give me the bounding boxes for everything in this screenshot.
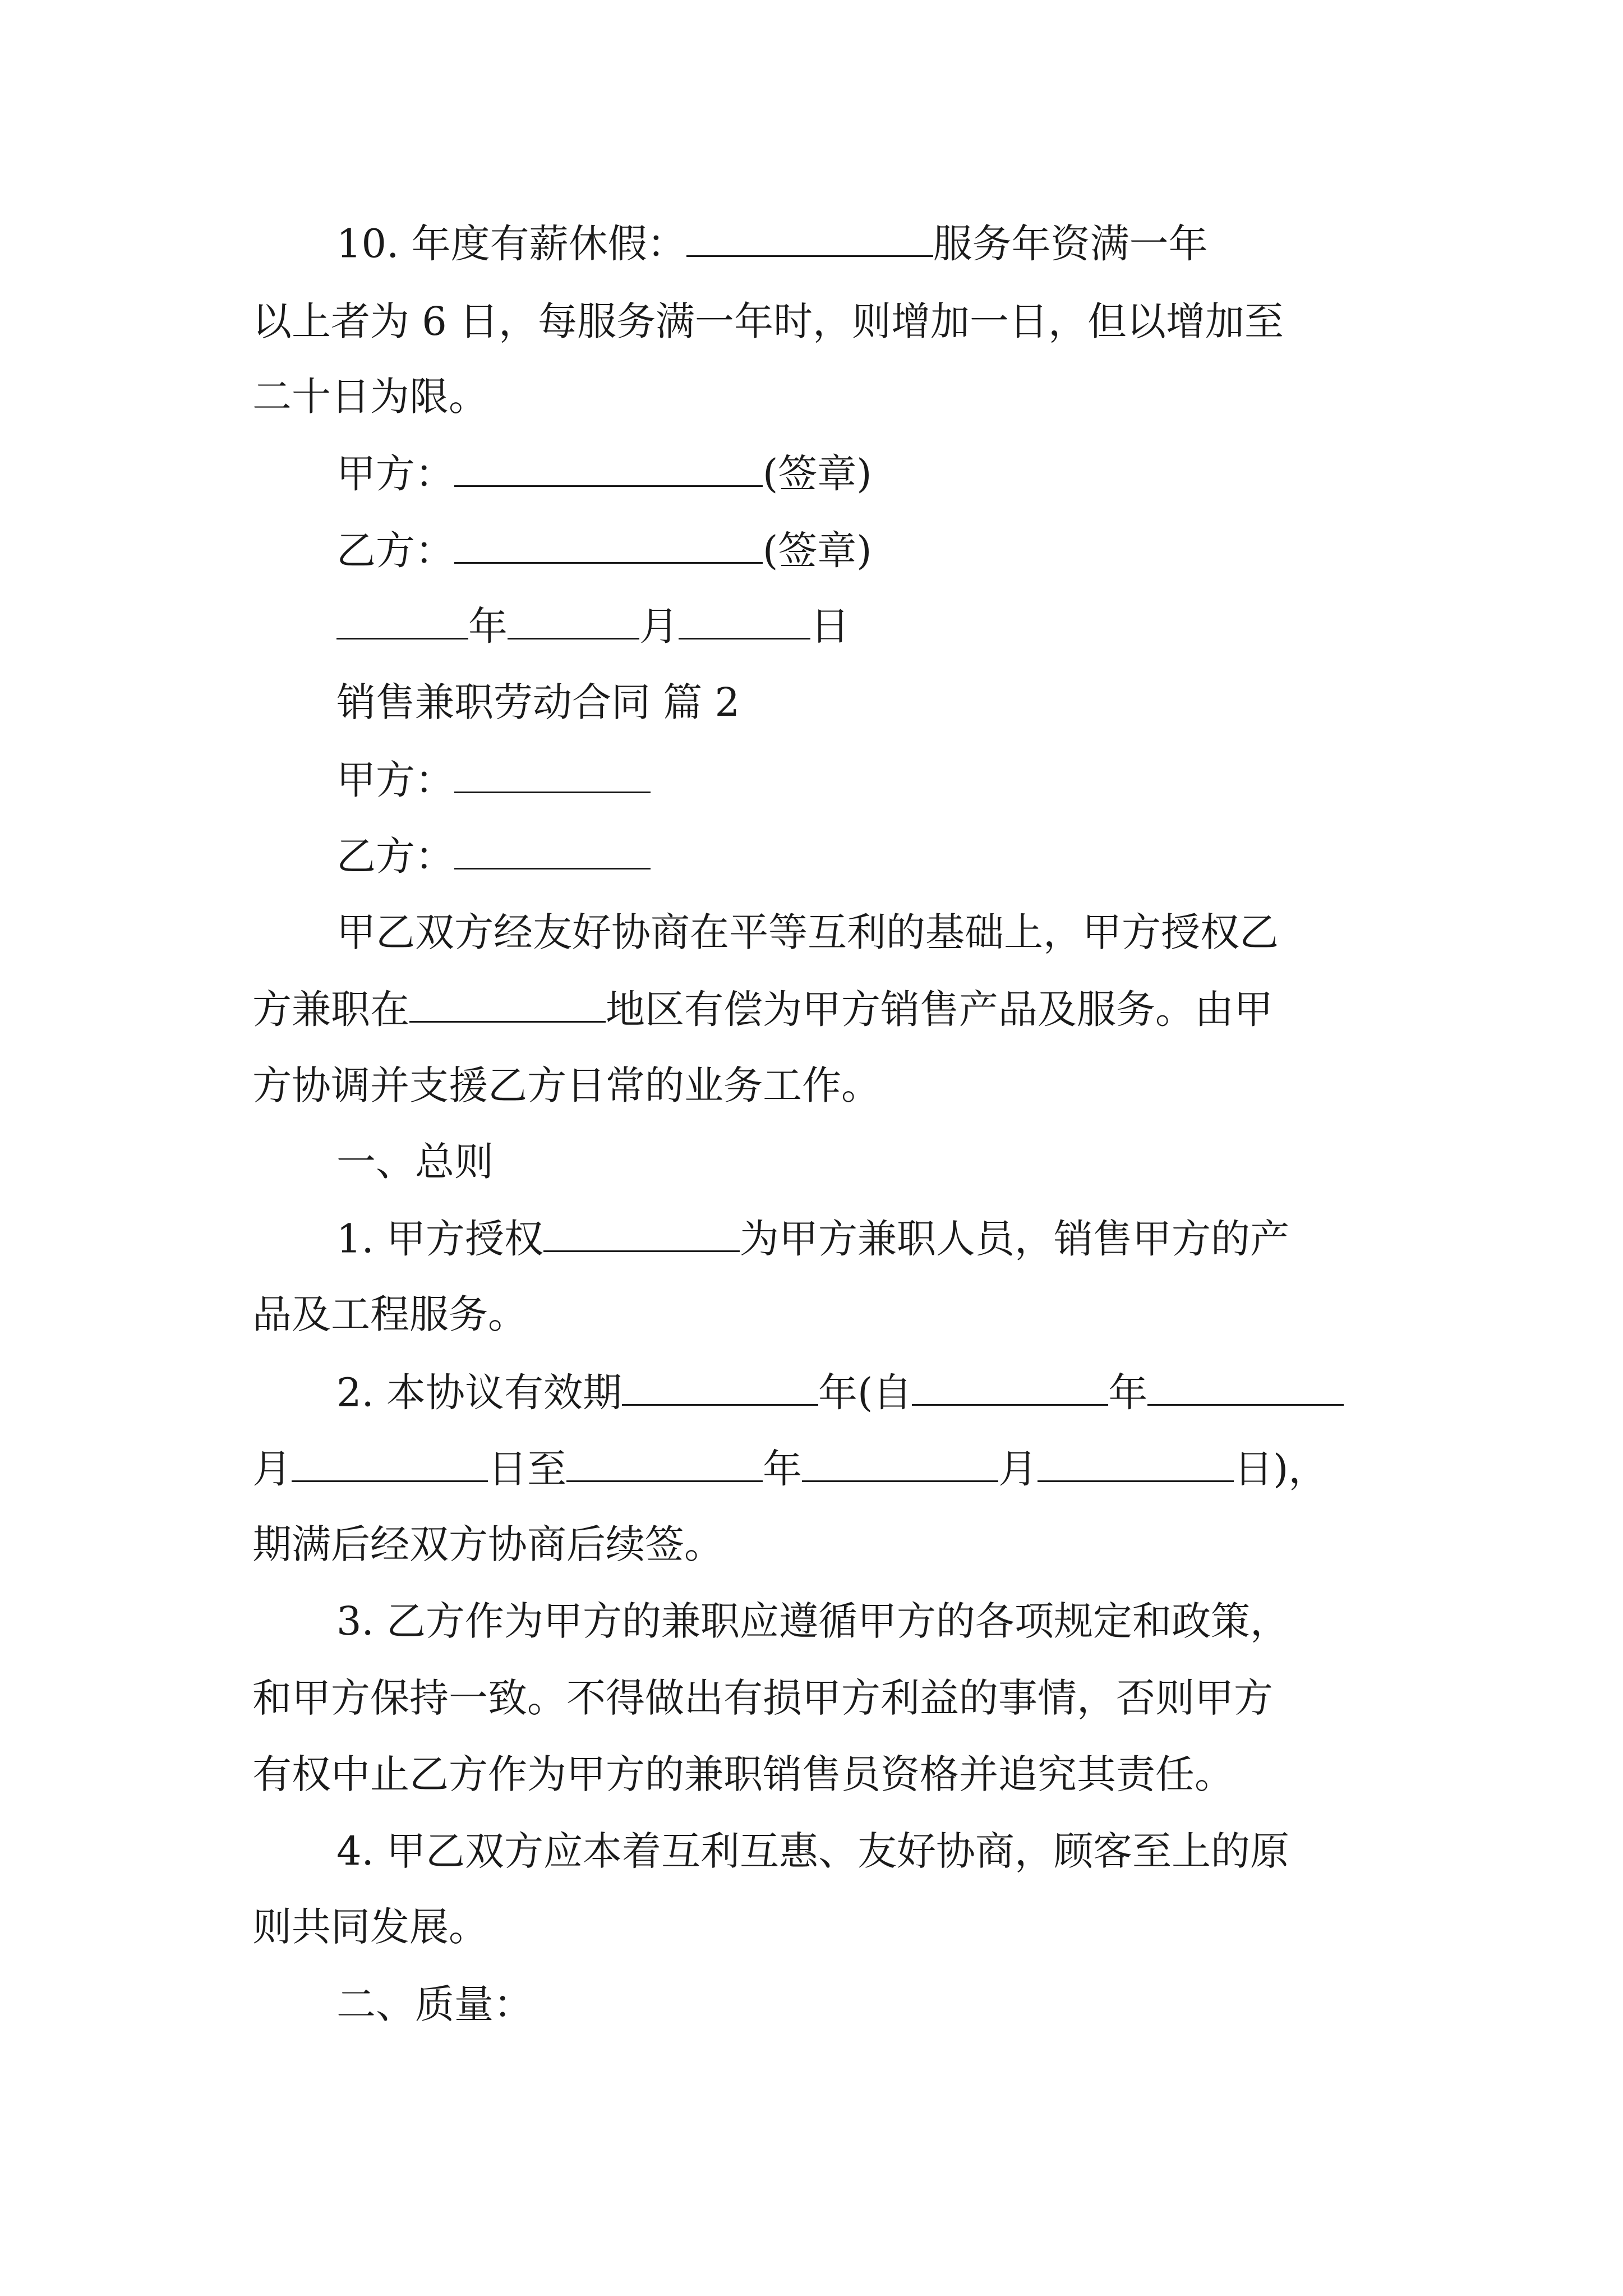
clause2-line3: 期满后经双方协商后续签。 [252, 1521, 723, 1567]
clause1-before: 1. 甲方授权 [336, 1216, 544, 1262]
item10-after-blank: 服务年资满一年 [933, 220, 1208, 267]
fill-blank [1038, 1448, 1234, 1482]
fill-blank [508, 606, 639, 639]
day-char: 日 [810, 603, 850, 650]
party-b-label: 乙方： [336, 527, 454, 574]
clause1-after: 为甲方兼职人员，销售甲方的产 [740, 1216, 1290, 1262]
fill-blank [454, 453, 763, 487]
signature-party-b [336, 527, 872, 574]
clause3-line2: 和甲方保持一致。不得做出有损甲方利益的事情，否则甲方 [252, 1675, 1273, 1721]
item10-prefix: 10. 年度有薪休假： [336, 220, 686, 267]
month-char: 月 [252, 1446, 292, 1492]
party-a-label: 甲方： [336, 757, 454, 803]
clause2-year-from: 年(自 [818, 1369, 912, 1416]
date-line [336, 603, 850, 650]
month-char: 月 [639, 603, 679, 650]
fill-blank [802, 1448, 998, 1482]
party-b-label: 乙方： [336, 833, 454, 880]
item10-line2: 以上者为 6 日，每服务满一年时，则增加一日，但以增加至 [252, 298, 1284, 344]
fill-blank [679, 606, 810, 639]
clause2-line1 [336, 1369, 1344, 1416]
fill-blank [686, 223, 933, 257]
clause1-line1 [336, 1216, 1290, 1262]
fill-blank [622, 1372, 818, 1406]
fill-blank [292, 1448, 488, 1482]
year-char: 年 [1108, 1369, 1148, 1416]
year-char: 年 [468, 603, 508, 650]
signature-suffix: (签章) [763, 527, 872, 574]
intro-line2 [252, 986, 1273, 1033]
clause1-line2: 品及工程服务。 [252, 1291, 527, 1337]
clause2-day-to: 日至 [488, 1446, 566, 1492]
clause2-end: 日)， [1234, 1446, 1328, 1492]
clause3-line1: 3. 乙方作为甲方的兼职应遵循甲方的各项规定和政策， [336, 1598, 1290, 1644]
clause4-line1: 4. 甲乙双方应本着互利互惠、友好协商，顾客至上的原 [336, 1828, 1290, 1874]
party-a-label: 甲方： [336, 450, 454, 497]
fill-blank [543, 1218, 740, 1252]
heading-general: 一、总则 [336, 1139, 494, 1185]
clause4-line2: 则共同发展。 [252, 1904, 488, 1950]
item10-line1 [336, 220, 1208, 267]
party-b-line [336, 833, 651, 880]
section-title: 销售兼职劳动合同 篇 2 [336, 679, 740, 725]
clause3-line3: 有权中止乙方作为甲方的兼职销售员资格并追究其责任。 [252, 1751, 1234, 1797]
fill-blank [454, 530, 763, 564]
clause2-before: 2. 本协议有效期 [336, 1369, 623, 1416]
heading-quality: 二、质量： [336, 1981, 533, 2027]
intro-after: 地区有偿为甲方销售产品及服务。由甲 [606, 986, 1273, 1033]
clause2-line2 [252, 1446, 1328, 1492]
intro-line1: 甲乙双方经友好协商在平等互利的基础上，甲方授权乙 [336, 909, 1279, 955]
party-a-line [336, 757, 651, 803]
fill-blank [1147, 1372, 1344, 1406]
fill-blank [912, 1372, 1108, 1406]
item10-line3: 二十日为限。 [252, 374, 488, 420]
month-char: 月 [998, 1446, 1038, 1492]
signature-suffix: (签章) [763, 450, 872, 497]
signature-party-a [336, 450, 872, 497]
fill-blank [454, 760, 651, 793]
fill-blank [336, 606, 468, 639]
intro-before: 方兼职在 [252, 986, 409, 1033]
fill-blank [409, 989, 606, 1023]
year-char: 年 [763, 1446, 802, 1492]
intro-line3: 方协调并支援乙方日常的业务工作。 [252, 1062, 880, 1108]
fill-blank [566, 1448, 763, 1482]
fill-blank [454, 836, 651, 869]
